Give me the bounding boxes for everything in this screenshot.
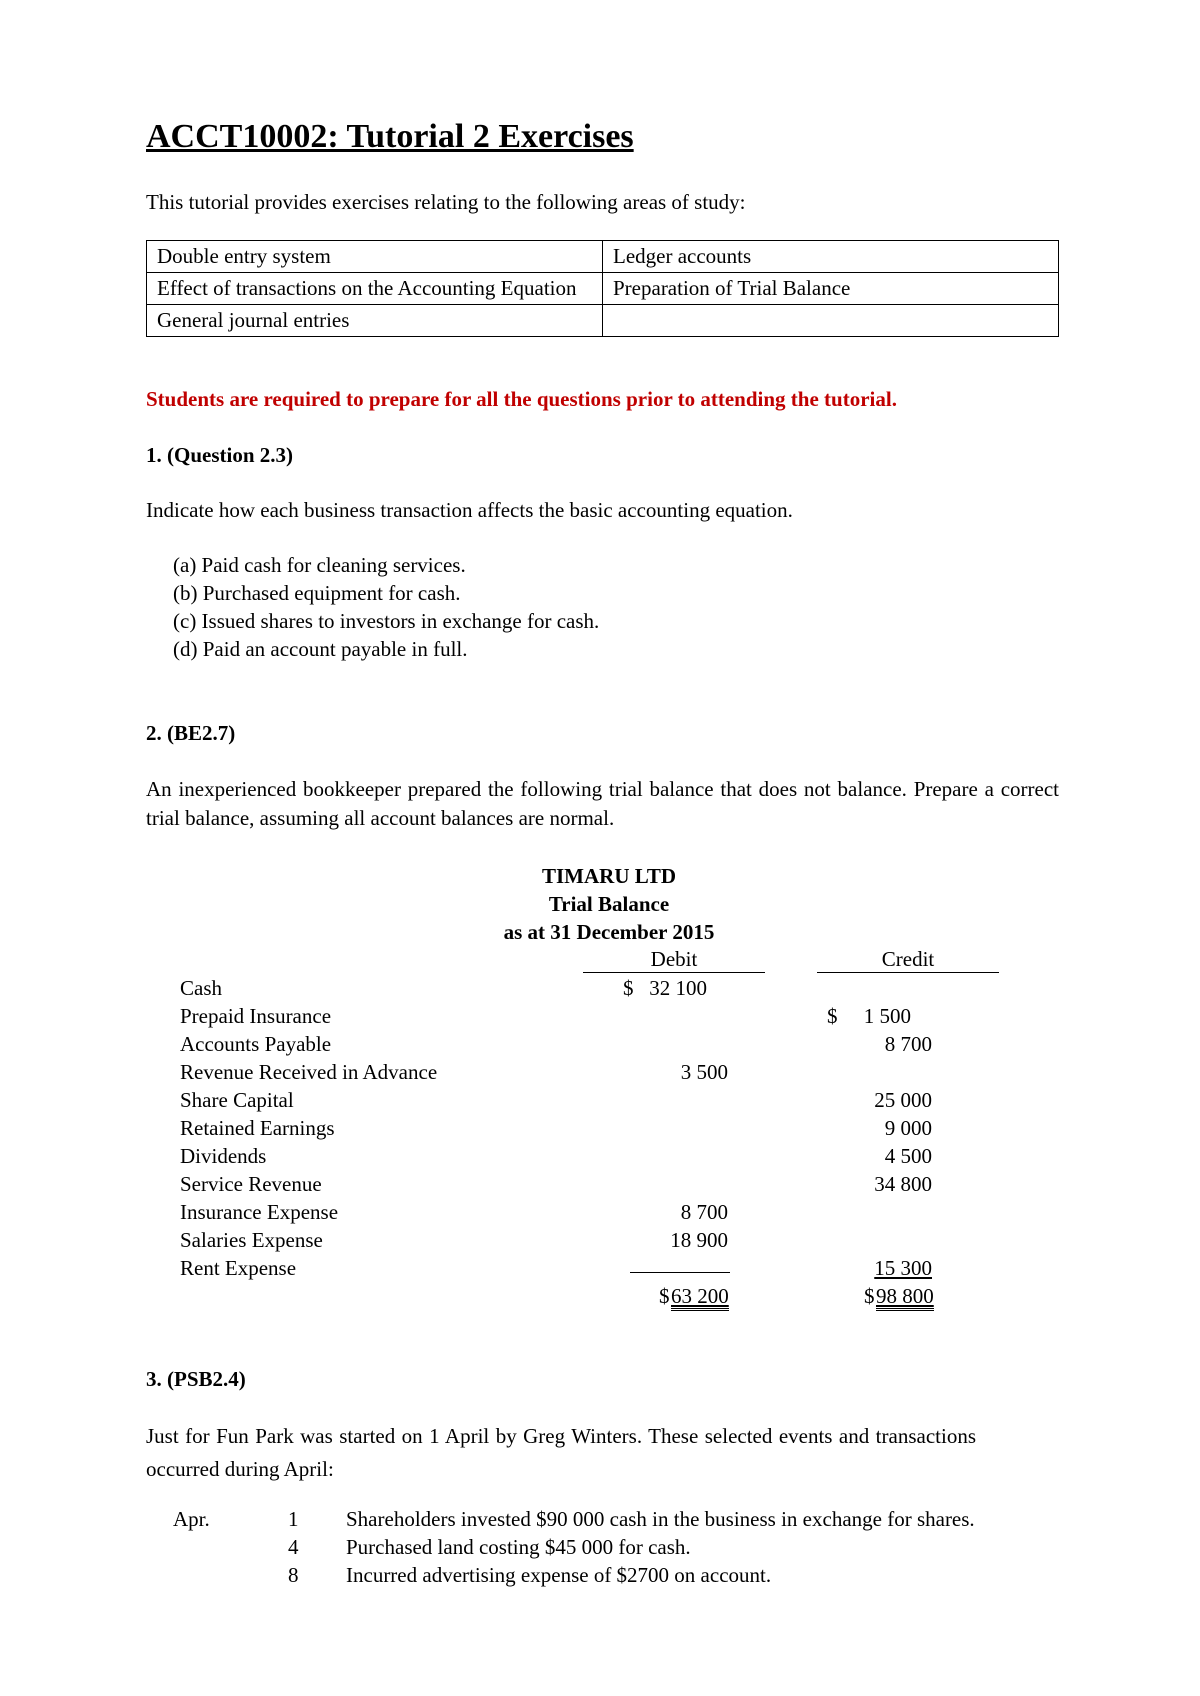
table-cell: Ledger accounts	[603, 241, 1059, 273]
topics-table	[146, 240, 1059, 337]
credit-amount: 9 000	[884, 1116, 932, 1140]
account-name: Accounts Payable	[180, 1032, 332, 1056]
event-text: Shareholders invested $90 000 cash in the business in exchange for shares.	[346, 1507, 975, 1531]
list-item: (a) Paid cash for cleaning services.	[173, 553, 466, 577]
debit-column-header: Debit	[583, 946, 765, 973]
account-name: Service Revenue	[180, 1172, 322, 1196]
question-2-heading: 2. (BE2.7)	[146, 721, 236, 745]
event-text: Incurred advertising expense of $2700 on account.	[346, 1563, 772, 1587]
question-1-text: Indicate how each business transaction affects the basic accounting equation.	[146, 498, 793, 522]
credit-amount: 15 300	[874, 1256, 932, 1280]
table-row	[147, 273, 1059, 305]
preparation-notice: Students are required to prepare for all the questions prior to attending the tutorial.	[146, 387, 897, 411]
event-day: 1	[288, 1507, 299, 1531]
report-title: Trial Balance	[548, 892, 670, 916]
table-cell	[603, 305, 1059, 337]
question-2-text: An inexperienced bookkeeper prepared the following trial balance that does not balance. Prepare a correct trial balance, assuming all account balances are normal.	[146, 777, 1059, 830]
credit-amount: 34 800	[874, 1172, 932, 1196]
list-item: (b) Purchased equipment for cash.	[173, 581, 461, 605]
debit-amount: 8 700	[680, 1200, 728, 1224]
total-credit: 98 800	[876, 1284, 934, 1311]
credit-amount: 25 000	[874, 1088, 932, 1112]
company-name: TIMARU LTD	[542, 864, 676, 888]
event-day: 4	[288, 1535, 299, 1559]
subtotal-rule	[630, 1272, 730, 1273]
credit-amount: 8 700	[884, 1032, 932, 1056]
account-name: Revenue Received in Advance	[180, 1060, 438, 1084]
account-name: Share Capital	[180, 1088, 294, 1112]
list-item: (c) Issued shares to investors in exchange for cash.	[173, 609, 600, 633]
table-cell: Double entry system	[147, 241, 603, 273]
account-name: Prepaid Insurance	[180, 1004, 332, 1028]
question-3-text: Just for Fun Park was started on 1 April by Greg Winters. These selected events and transactions occurred during April:	[146, 1424, 976, 1481]
total-credit-sign: $	[864, 1284, 875, 1308]
event-text: Purchased land costing $45 000 for cash.	[346, 1535, 691, 1559]
account-name: Retained Earnings	[180, 1116, 335, 1140]
event-day: 8	[288, 1563, 299, 1587]
account-name: Salaries Expense	[180, 1228, 323, 1252]
question-1-heading: 1. (Question 2.3)	[146, 443, 293, 467]
question-3-heading: 3. (PSB2.4)	[146, 1367, 246, 1391]
month-label: Apr.	[173, 1507, 210, 1531]
total-debit: 63 200	[671, 1284, 729, 1311]
account-name: Cash	[180, 976, 222, 1000]
debit-amount: 3 500	[680, 1060, 728, 1084]
account-name: Rent Expense	[180, 1256, 297, 1280]
debit-amount: $ 32 100	[623, 976, 707, 1000]
list-item: (d) Paid an account payable in full.	[173, 637, 468, 661]
page-title: ACCT10002: Tutorial 2 Exercises	[146, 118, 634, 155]
credit-column-header: Credit	[817, 946, 999, 973]
account-name: Insurance Expense	[180, 1200, 339, 1224]
debit-amount: 18 900	[670, 1228, 728, 1252]
table-row	[147, 241, 1059, 273]
table-row	[147, 305, 1059, 337]
table-cell: Effect of transactions on the Accounting Equation	[147, 273, 603, 305]
account-name: Dividends	[180, 1144, 267, 1168]
report-date: as at 31 December 2015	[503, 920, 715, 944]
intro-text: This tutorial provides exercises relating to the following areas of study:	[146, 190, 746, 214]
table-cell: General journal entries	[147, 305, 603, 337]
total-debit-sign: $	[659, 1284, 670, 1308]
credit-amount: 4 500	[884, 1144, 932, 1168]
credit-amount: $ 1 500	[827, 1004, 911, 1028]
table-cell: Preparation of Trial Balance	[603, 273, 1059, 305]
